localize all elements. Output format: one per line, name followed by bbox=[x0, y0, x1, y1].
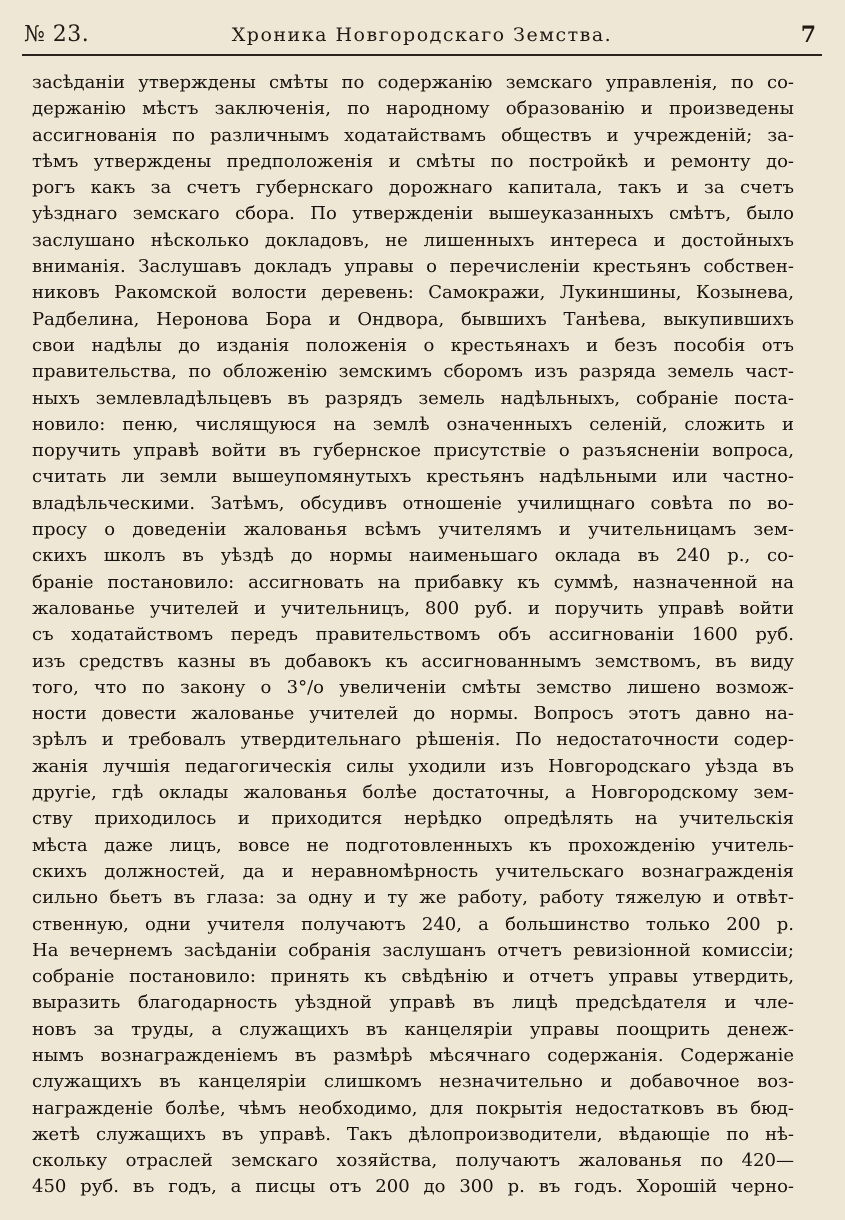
text-line: никовъ Ракомской волости деревень: Самокражи, Лукиншины, Козынева, bbox=[32, 282, 794, 304]
text-line: жанія лучшія педагогическія силы уходили изъ Новгородскаго уѣзда въ bbox=[32, 755, 794, 777]
journal-title: Хроника Новгородскаго Земства. bbox=[231, 24, 613, 46]
text-line: считать ли земли вышеупомянутыхъ крестьянъ надѣльными или частно- bbox=[32, 466, 794, 488]
text-line: ству приходилось и приходится нерѣдко опредѣлять на учительскія bbox=[32, 808, 794, 830]
text-line: служащихъ въ канцеляріи слишкомъ незначительно и добавочное воз- bbox=[32, 1071, 794, 1093]
text-line: ственную, одни учителя получаютъ 240, а большинство только 200 р. bbox=[32, 913, 794, 935]
body-text bbox=[32, 70, 794, 1201]
text-line: рогъ какъ за счетъ губернскаго дорожнаго капитала, такъ и за счетъ bbox=[32, 177, 794, 199]
text-line: нымъ вознагражденіемъ въ размѣрѣ мѣсячнаго содержанія. Содержаніе bbox=[32, 1044, 794, 1066]
text-line: выразить благодарность уѣздной управѣ въ лицѣ предсѣдателя и чле- bbox=[32, 992, 794, 1014]
text-line: правительства, по обложенію земскимъ сборомъ изъ разряда земель част- bbox=[32, 361, 794, 383]
text-line: 450 руб. въ годъ, а писцы отъ 200 до 300 р. въ годъ. Хорошій черно- bbox=[32, 1176, 794, 1198]
page-number: 7 bbox=[800, 22, 816, 48]
text-line: Радбелина, Неронова Бора и Ондвора, бывшихъ Танѣева, выкупившихъ bbox=[32, 308, 794, 330]
text-line: зрѣлъ и требовалъ утвердительнаго рѣшенія. По недостаточности содер- bbox=[32, 729, 794, 751]
text-line: того, что по закону о 3°/о увеличеніи смѣты земство лишено возмож- bbox=[32, 676, 794, 698]
text-line: награжденіе болѣе, чѣмъ необходимо, для покрытія недостатковъ въ бюд- bbox=[32, 1097, 794, 1119]
text-line: скихъ школъ въ уѣздѣ до нормы наименьшаго оклада въ 240 р., со- bbox=[32, 545, 794, 567]
text-line: браніе постановило: ассигновать на прибавку къ суммѣ, назначенной на bbox=[32, 571, 794, 593]
text-line: заслушано нѣсколько докладовъ, не лишенныхъ интереса и достойныхъ bbox=[32, 229, 794, 251]
text-line: поручить управѣ войти въ губернское присутствіе о разъясненіи вопроса, bbox=[32, 440, 794, 462]
text-line: жалованье учителей и учительницъ, 800 руб. и поручить управѣ войти bbox=[32, 597, 794, 619]
issue-number: № 23. bbox=[24, 22, 90, 47]
text-line: новило: пеню, числящуюся на землѣ означенныхъ селеній, сложить и bbox=[32, 413, 794, 435]
text-line: съ ходатайствомъ передъ правительствомъ объ ассигнованіи 1600 руб. bbox=[32, 624, 794, 646]
text-line: мѣста даже лицъ, вовсе не подготовленныхъ къ прохожденію учитель- bbox=[32, 834, 794, 856]
text-line: свои надѣлы до изданія положенія о крестьянахъ и безъ пособія отъ bbox=[32, 334, 794, 356]
text-line: изъ средствъ казны въ добавокъ къ ассигнованнымъ земствомъ, въ виду bbox=[32, 650, 794, 672]
text-line: жетѣ служащихъ въ управѣ. Такъ дѣлопроизводители, вѣдающіе по нѣ- bbox=[32, 1123, 794, 1145]
text-line: тѣмъ утверждены предположенія и смѣты по постройкѣ и ремонту до- bbox=[32, 150, 794, 172]
text-line: собраніе постановило: принять къ свѣдѣнію и отчетъ управы утвердить, bbox=[32, 966, 794, 988]
text-line: новъ за труды, а служащихъ въ канцеляріи управы поощрить денеж- bbox=[32, 1018, 794, 1040]
text-line: сильно бьетъ въ глаза: за одну и ту же работу, работу тяжелую и отвѣт- bbox=[32, 887, 794, 909]
text-line: ассигнованія по различнымъ ходатайствамъ обществъ и учрежденій; за- bbox=[32, 124, 794, 146]
text-line: засѣданіи утверждены смѣты по содержанію земскаго управленія, по со- bbox=[32, 72, 794, 93]
text-line: ныхъ землевладѣльцевъ въ разрядъ земель надѣльныхъ, собраніе поста- bbox=[32, 387, 794, 409]
text-line: уѣзднаго земскаго сбора. По утвержденіи вышеуказанныхъ смѣтъ, было bbox=[32, 203, 794, 225]
text-line: держанію мѣстъ заключенія, по народному образованію и произведены bbox=[32, 98, 794, 120]
text-line: другіе, гдѣ оклады жалованья болѣе достаточны, а Новгородскому зем- bbox=[32, 782, 794, 804]
text-line: скольку отраслей земскаго хозяйства, получаютъ жалованья по 420— bbox=[32, 1150, 794, 1172]
text-line: владѣльческими. Затѣмъ, обсудивъ отношеніе училищнаго совѣта по во- bbox=[32, 492, 794, 514]
text-line: просу о доведеніи жалованья всѣмъ учителямъ и учительницамъ зем- bbox=[32, 519, 794, 541]
text-line: На вечернемъ засѣданіи собранія заслушанъ отчетъ ревизіонной комиссіи; bbox=[32, 939, 794, 961]
text-line: скихъ должностей, да и неравномѣрность учительскаго вознагражденія bbox=[32, 860, 794, 882]
text-line: вниманія. Заслушавъ докладъ управы о перечисленіи крестьянъ собствен- bbox=[32, 256, 794, 278]
running-header bbox=[22, 18, 822, 56]
text-line: ности довести жалованье учителей до нормы. Вопросъ этотъ давно на- bbox=[32, 703, 794, 725]
